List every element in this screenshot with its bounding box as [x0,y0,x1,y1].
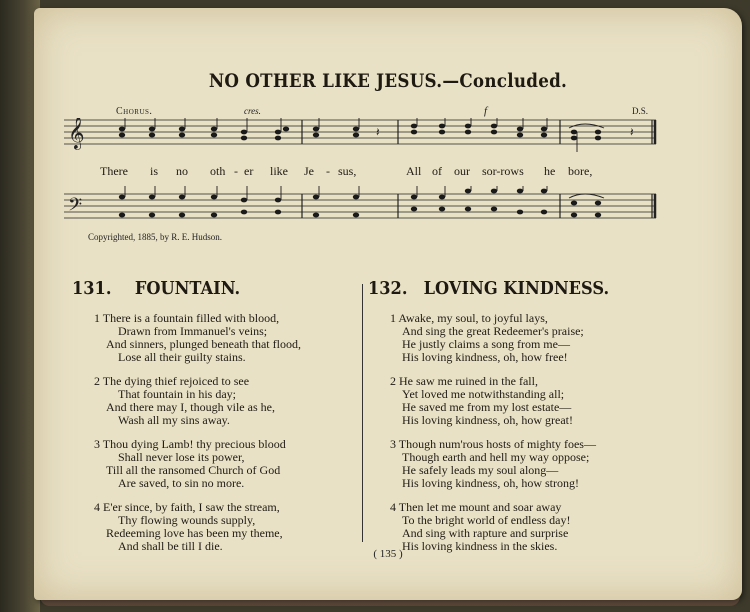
verse-line: And sing the great Redeemer's praise; [402,324,584,338]
page-title: NO OTHER LIKE JESUS.—Concluded. [208,70,568,92]
verse [94,438,301,490]
verse-line: 2 The dying thief rejoiced to see [94,374,250,388]
verse [94,312,301,364]
verse-line: He justly claims a song from me— [402,337,570,351]
hymn-132-heading [368,278,609,299]
hymn-number: 132. [368,278,408,299]
verse-line: He safely leads my soul along— [402,463,559,477]
treble-staff [64,118,664,162]
lyric-word: oth [210,164,226,178]
verse-line: His loving kindness, oh, how free! [402,350,568,364]
lyric-word: bore, [568,164,593,178]
verse-line: His loving kindness in the skies. [402,539,558,553]
lyric-word: sor-rows [482,164,524,178]
verse [390,375,596,427]
lyric-word: All [406,164,422,178]
hymn-title: LOVING KINDNESS. [423,278,610,299]
verse-line: 2 He saw me ruined in the fall, [390,374,538,388]
verse-line: 3 Thou dying Lamb! thy precious blood [94,437,286,451]
hymnal-page [34,8,742,600]
verse [94,375,301,427]
verse-line: 1 Awake, my soul, to joyful lays, [390,311,548,325]
verse-line: Thy flowing wounds supply, [118,513,256,527]
verse-line: He saved me from my lost estate— [402,400,572,414]
lyric-word: our [454,164,470,178]
ds-marking: D.S. [632,106,649,116]
verse-line: And sinners, plunged beneath that flood, [106,337,301,351]
verse-line: Though earth and hell my way oppose; [402,450,590,464]
lyric-word: no [176,164,188,178]
svg-text:𝄽: 𝄽 [376,125,380,139]
verse [390,501,596,553]
page-number: ( 135 ) [373,548,403,560]
svg-text:𝄢: 𝄢 [68,195,83,220]
chorus-marking: Chorus. [116,106,153,117]
lyric-word: of [432,164,442,178]
column-divider [362,284,363,542]
verse-line: Wash all my sins away. [118,413,230,427]
verse-line: His loving kindness, oh, how great! [402,413,573,427]
svg-text:𝄽: 𝄽 [630,125,634,139]
copyright-notice: Copyrighted, 1885, by R. E. Hudson. [88,232,222,242]
lyric-word: There [100,164,128,178]
verse [390,438,596,490]
svg-text:𝄞: 𝄞 [68,118,85,149]
lyric-word: sus, [338,164,357,178]
hymn-131-verses [94,312,301,564]
lyric-hyphen: - [326,164,330,178]
cres-marking: cres. [244,106,261,116]
lyric-word: is [150,164,159,178]
verse-line: Drawn from Immanuel's veins; [118,324,268,338]
verse-line: His loving kindness, oh, how strong! [402,476,579,490]
forte-marking: f [484,105,488,117]
verse-line: Till all the ransomed Church of God [106,463,281,477]
lyric-word: er [244,164,254,178]
verse-line: To the bright world of endless day! [402,513,571,527]
verse-line: 1 There is a fountain filled with blood, [94,311,280,325]
verse-line: 4 Then let me mount and soar away [390,500,562,514]
lyric-hyphen: - [234,164,238,178]
lyric-word: he [544,164,556,178]
verse-line: And there may I, though vile as he, [106,400,275,414]
verse-line: And shall be till I die. [118,539,223,553]
verse-line: 4 E'er since, by faith, I saw the stream, [94,500,280,514]
hymn-132-verses [390,312,596,564]
lyric-word: Je [304,164,314,178]
hymn-number: 131. [72,278,112,299]
verse-line: Shall never lose its power, [118,450,245,464]
verse-line: That fountain in his day; [118,387,236,401]
verse-line: Lose all their guilty stains. [118,350,246,364]
verse [94,501,301,553]
hymn-131-heading [72,278,240,299]
bass-staff [64,186,664,228]
lyric-word: like [270,164,288,178]
verse-line: Are saved, to sin no more. [118,476,245,490]
verse-line: Redeeming love has been my theme, [106,526,283,540]
verse-line: Yet loved me notwithstanding all; [402,387,565,401]
hymn-title: FOUNTAIN. [134,278,241,299]
verse [390,312,596,364]
verse-line: 3 Though num'rous hosts of mighty foes— [390,437,596,451]
verse-line: And sing with rapture and surprise [402,526,569,540]
